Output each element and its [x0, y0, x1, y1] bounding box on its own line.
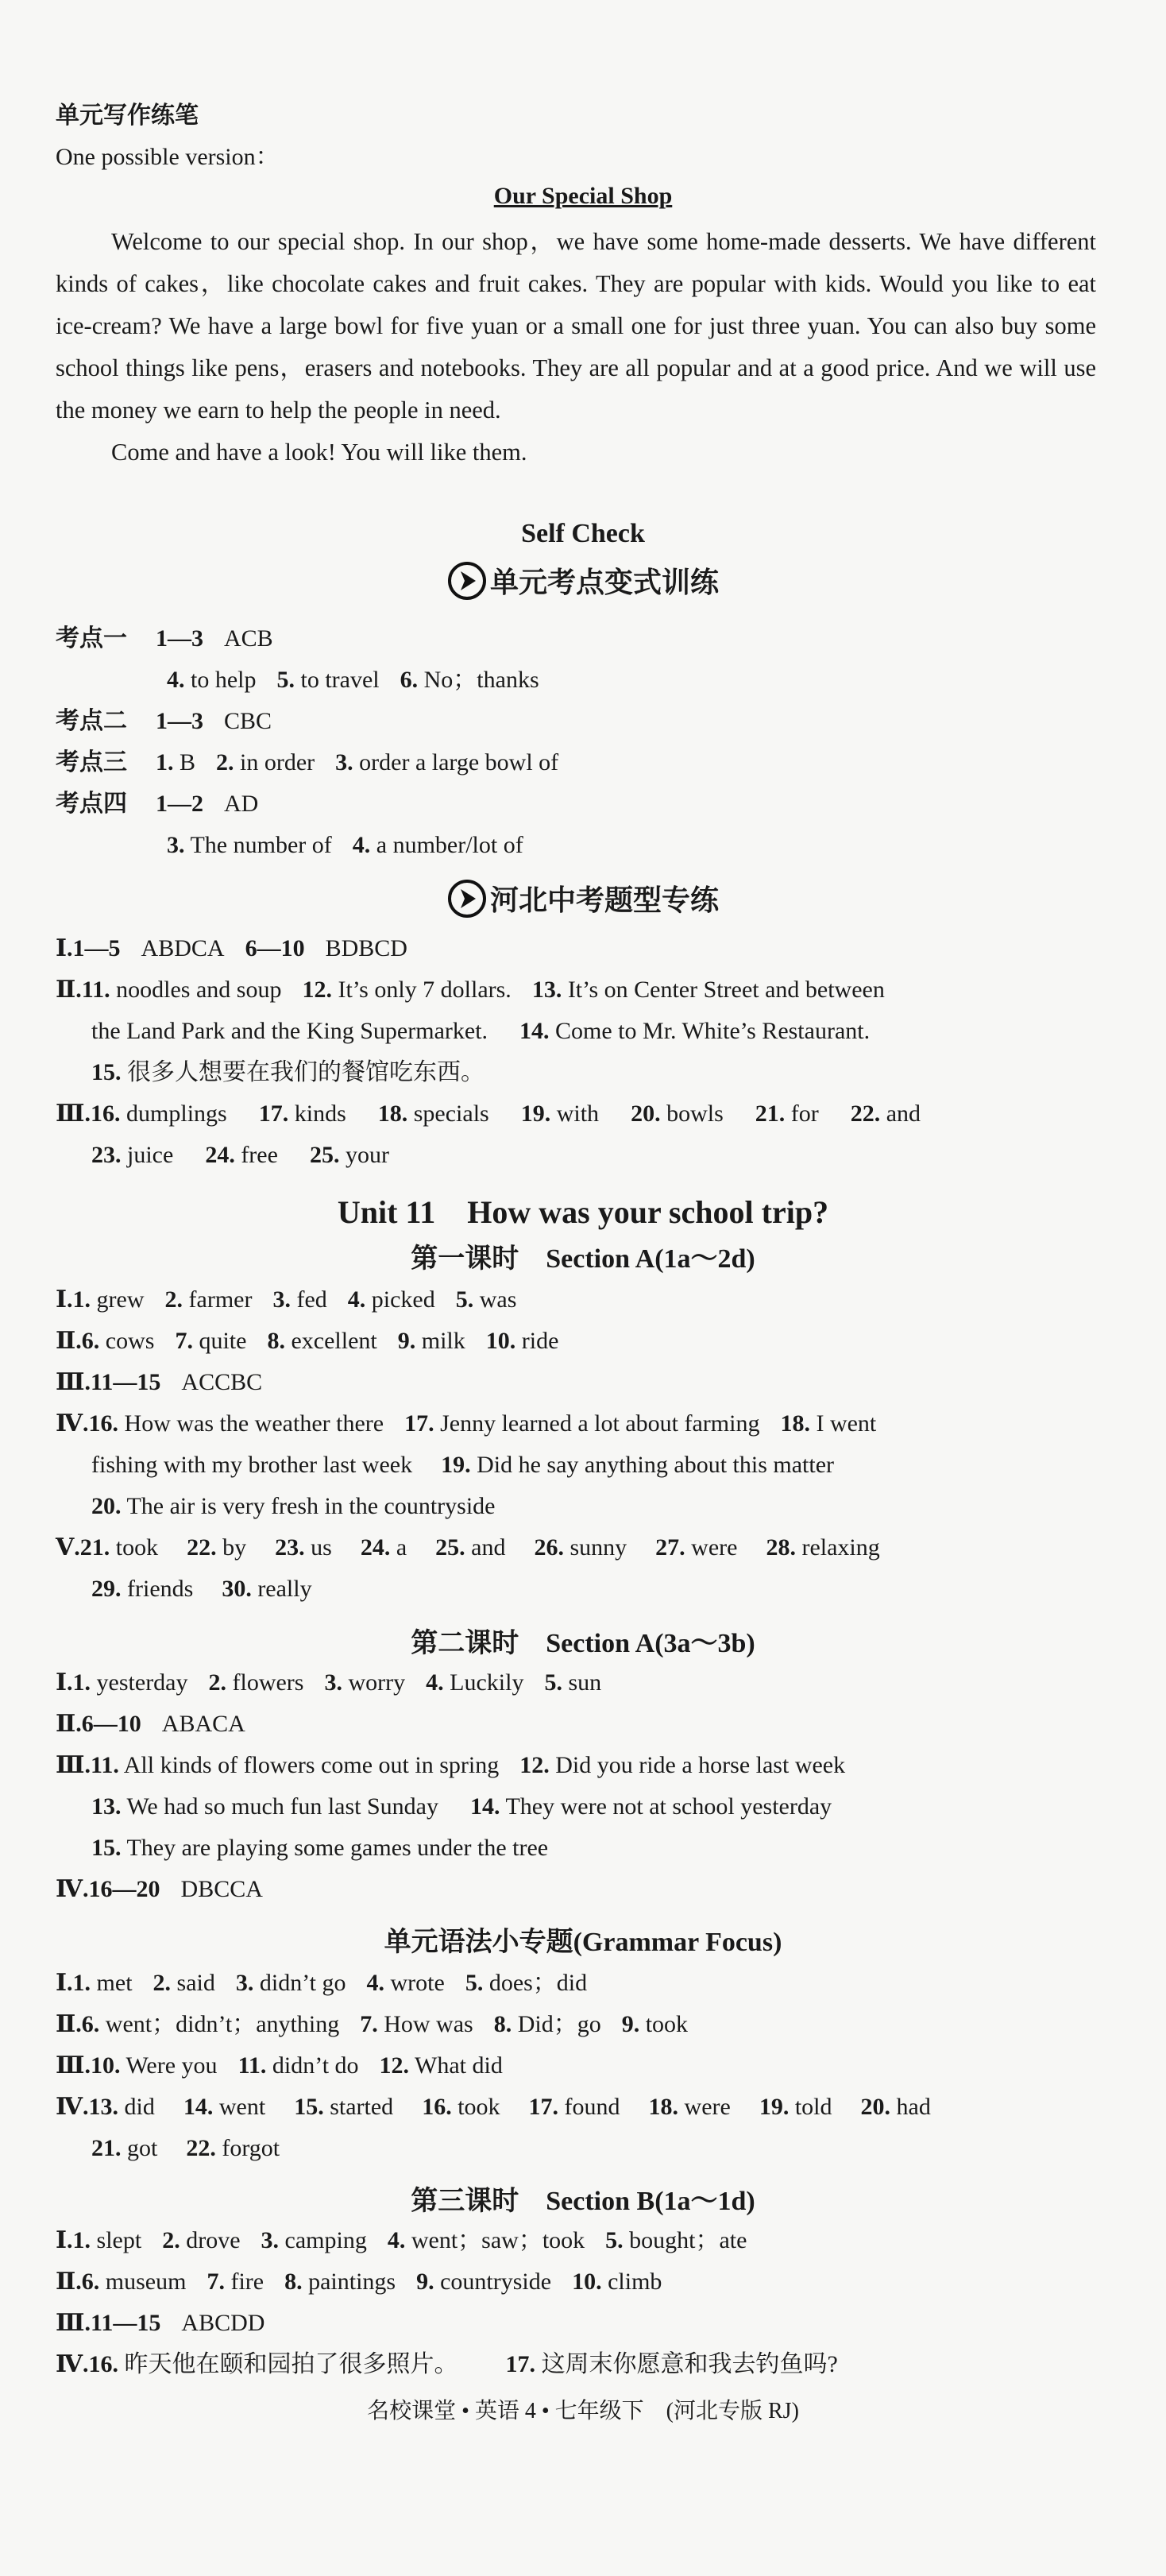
answer-row: Ⅱ.6—10 ABACA — [56, 1711, 245, 1737]
answer-row: Ⅰ.1. slept 2. drove 3. camping 4. went；saw；took 5. bought；ate — [56, 2227, 747, 2253]
answer-row: 15. They are playing some games under the tree — [91, 1835, 549, 1861]
answer-row: 21. got 22. forgot — [91, 2135, 280, 2161]
answer-row: 15. 很多人想要在我们的餐馆吃东西。 — [91, 1059, 485, 1085]
answer-row: Ⅲ.16. dumplings 17. kinds 18. specials 19. with 20. bowls 21. for 22. and — [56, 1100, 921, 1127]
answer-row: Ⅰ.1. grew 2. farmer 3. fed 4. picked 5. was — [56, 1286, 517, 1313]
answer-row: 4. to help 5. to travel 6. No；thanks — [167, 667, 539, 693]
writing-intro: One possible version： — [56, 144, 280, 170]
answer-row: 13. We had so much fun last Sunday 14. They were not at school yesterday — [91, 1793, 832, 1820]
unit-title: Unit 11 How was your school trip? — [337, 1194, 829, 1230]
answer-row: fishing with my brother last week 19. Did he say anything about this matter — [91, 1452, 835, 1478]
grammar-focus-title: 单元语法小专题(Grammar Focus) — [384, 1928, 782, 1957]
essay-body — [56, 221, 1096, 474]
answer-row: the Land Park and the King Supermarket. 14. Come to Mr. White’s Restaurant. — [91, 1018, 871, 1044]
answer-row: Ⅳ.16. 昨天他在颐和园拍了很多照片。 17. 这周末你愿意和我去钓鱼吗? — [56, 2351, 838, 2377]
answer-row: Ⅱ.11. noodles and soup 12. It’s only 7 dollars. 13. It’s on Center Street and between — [56, 977, 885, 1003]
answer-row: Ⅴ.21. took 22. by 23. us 24. a 25. and 26. sunny 27. were 28. relaxing — [56, 1534, 880, 1561]
lesson1-title: 第一课时 Section A(1a～2d) — [411, 1244, 755, 1274]
answer-row: Ⅰ.1. met 2. said 3. didn’t go 4. wrote 5. does；did — [56, 1970, 588, 1996]
answer-row: 3. The number of 4. a number/lot of — [167, 832, 523, 858]
answer-row: Ⅳ.16. How was the weather there 17. Jenny learned a lot about farming 18. I went — [56, 1410, 877, 1437]
answer-row: Ⅱ.6. cows 7. quite 8. excellent 9. milk 10. ride — [56, 1328, 559, 1354]
answer-row: Ⅱ.6. went；didn’t；anything 7. How was 8. Did；go 9. took — [56, 2011, 689, 2037]
answer-row: 考点一 1—3 ACB — [56, 625, 273, 652]
answer-row: Ⅳ.16—20 DBCCA — [56, 1876, 263, 1902]
answer-row: Ⅳ.13. did 14. went 15. started 16. took 17. found 18. were 19. told 20. had — [56, 2094, 931, 2120]
lesson3-title: 第三课时 Section B(1a～1d) — [411, 2187, 755, 2216]
answer-row: 20. The air is very fresh in the countryside — [91, 1493, 496, 1519]
answer-row: Ⅲ.11. All kinds of flowers come out in spring 12. Did you ride a horse last week — [56, 1752, 846, 1778]
banner-hebei-practice: 河北中考题型专练 — [0, 878, 1166, 922]
arrow-circle-icon — [447, 879, 487, 919]
writing-heading: 单元写作练笔 — [56, 102, 199, 129]
answer-row: 考点二 1—3 CBC — [56, 708, 272, 734]
essay-title: Our Special Shop — [493, 183, 673, 209]
answer-row: 29. friends 30. really — [91, 1576, 312, 1602]
answer-row: Ⅲ.11—15 ACCBC — [56, 1369, 263, 1395]
banner-unit-training: 单元考点变式训练 — [0, 560, 1166, 605]
answer-row: 23. juice 24. free 25. your — [91, 1142, 389, 1168]
essay-paragraph-1: Welcome to our special shop. In our shop，we have some home-made desserts. We have different kinds of cakes，like chocolate cakes and fruit cakes. They are popular with kids. Would you like to eat ice-cream? We have a large bowl for five yuan or a small one for just three yuan. You can also buy some school things like pens，erasers and notebooks. They are all popular and at a good price. And we will use the money we earn to help the people in need. — [56, 228, 1096, 424]
essay-paragraph-2: Come and have a look! You will like them. — [111, 439, 527, 466]
self-check-title: Self Check — [521, 519, 645, 548]
answer-row: Ⅲ.10. Were you 11. didn’t do 12. What did — [56, 2052, 503, 2079]
answer-row: Ⅱ.6. museum 7. fire 8. paintings 9. countryside 10. climb — [56, 2269, 662, 2295]
answer-row: Ⅲ.11—15 ABCDD — [56, 2310, 265, 2336]
page-footer: 名校课堂 • 英语 4 • 七年级下 (河北专版 RJ) — [367, 2399, 799, 2423]
answer-row: Ⅰ.1—5 ABDCA 6—10 BDBCD — [56, 935, 407, 961]
lesson2-title: 第二课时 Section A(3a～3b) — [411, 1629, 755, 1658]
answer-row: Ⅰ.1. yesterday 2. flowers 3. worry 4. Luckily 5. sun — [56, 1669, 602, 1696]
arrow-circle-icon — [447, 561, 487, 601]
answer-row: 考点三 1. B 2. in order 3. order a large bowl of — [56, 749, 559, 776]
answer-row: 考点四 1—2 AD — [56, 791, 259, 817]
